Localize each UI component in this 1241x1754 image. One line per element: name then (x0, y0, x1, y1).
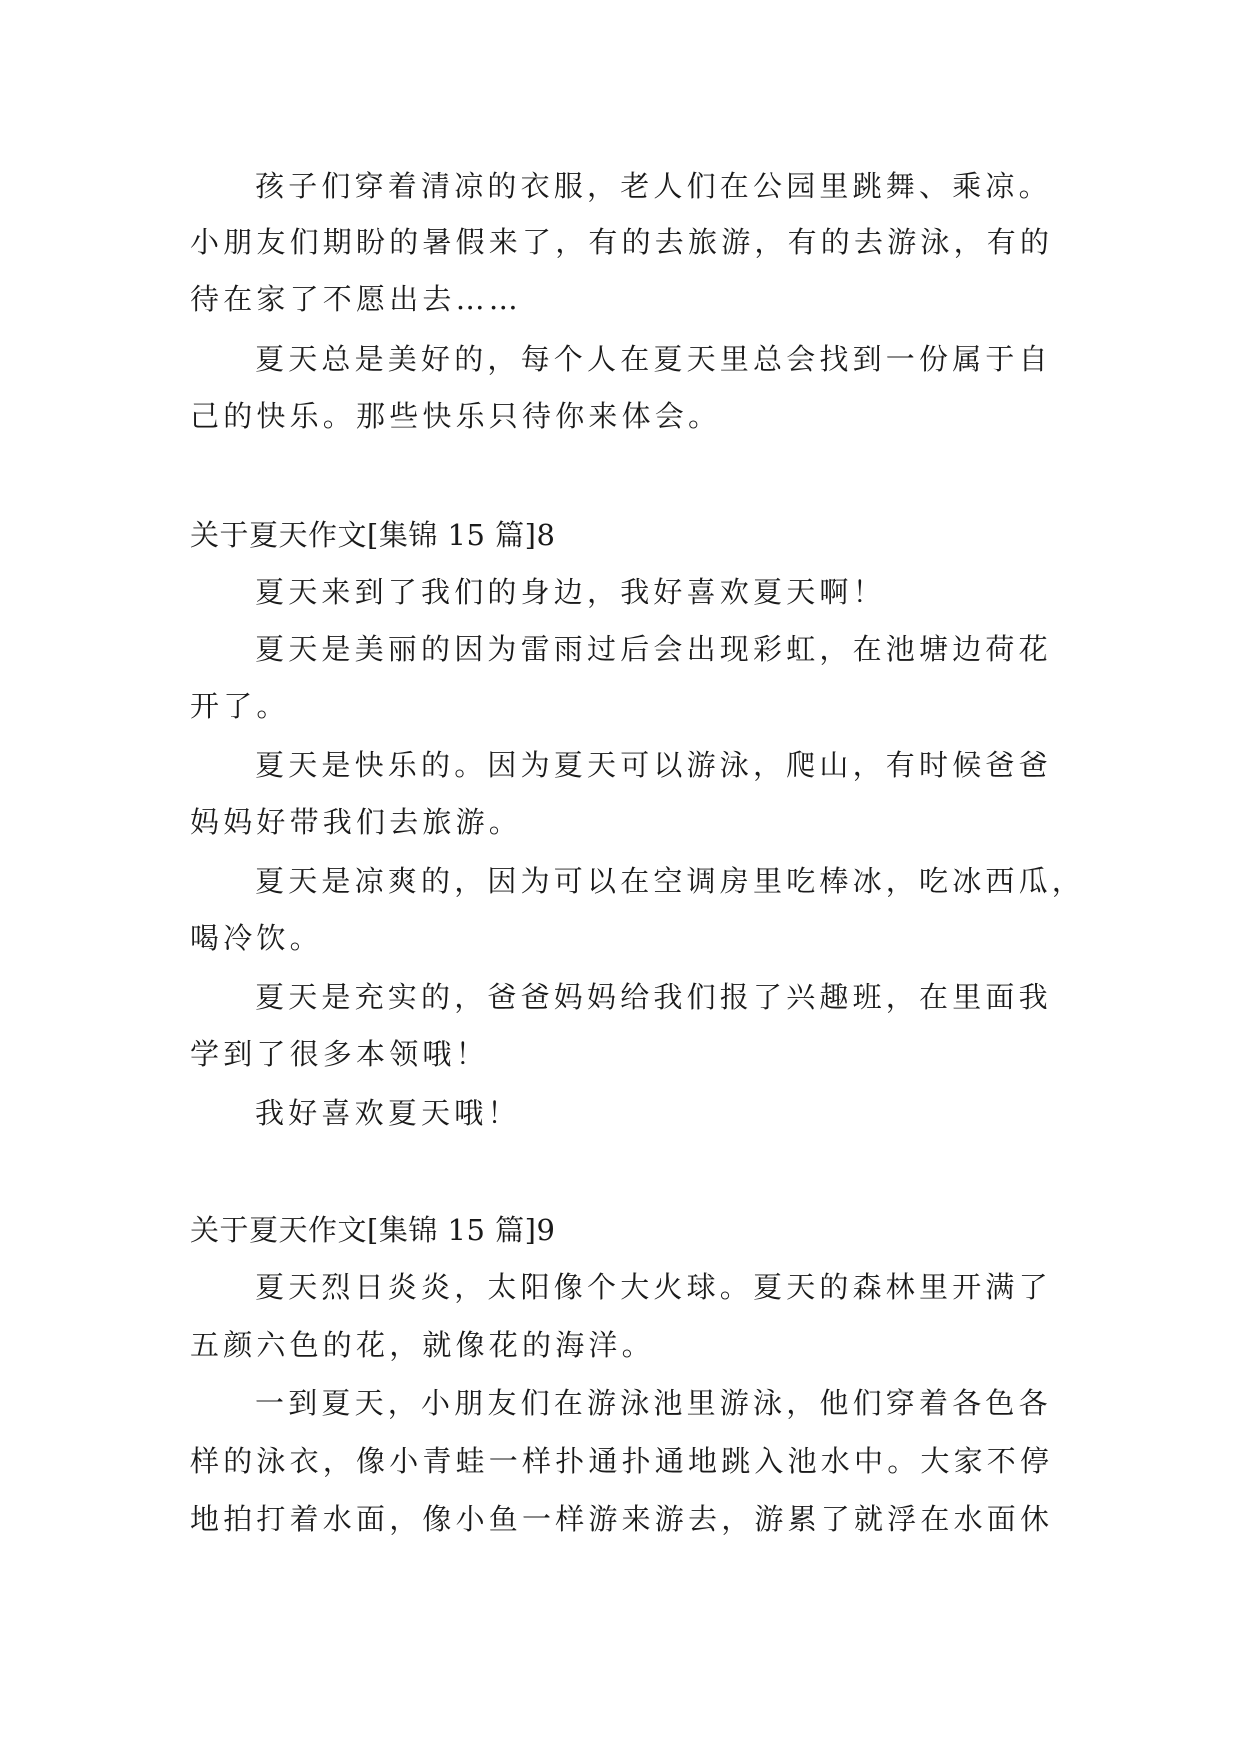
paragraph-line: 夏天是凉爽的，因为可以在空调房里吃棒冰，吃冰西瓜， (255, 864, 1086, 898)
paragraph-line: 我好喜欢夏天哦！ (255, 1096, 521, 1130)
paragraph-line: 夏天烈日炎炎，太阳像个大火球。夏天的森林里开满了 (255, 1270, 1052, 1304)
paragraph-line: 样的泳衣，像小青蛙一样扑通扑通地跳入池水中。大家不停 (190, 1444, 1054, 1478)
section-heading: 关于夏天作文[集锦 15 篇]9 (190, 1213, 556, 1247)
paragraph-line: 夏天是美丽的因为雷雨过后会出现彩虹，在池塘边荷花 (255, 632, 1052, 666)
paragraph-line: 待在家了不愿出去…… (190, 282, 523, 316)
paragraph-line: 夏天是快乐的。因为夏天可以游泳，爬山，有时候爸爸 (255, 748, 1052, 782)
paragraph-line: 开了。 (190, 689, 290, 723)
paragraph-line: 孩子们穿着清凉的衣服，老人们在公园里跳舞、乘凉。 (255, 169, 1052, 203)
section-heading: 关于夏天作文[集锦 15 篇]8 (190, 518, 556, 552)
paragraph-line: 夏天是充实的，爸爸妈妈给我们报了兴趣班，在里面我 (255, 980, 1052, 1014)
paragraph-line: 喝冷饮。 (190, 921, 323, 955)
paragraph-line: 妈妈好带我们去旅游。 (190, 805, 523, 839)
paragraph-line: 五颜六色的花，就像花的海洋。 (190, 1328, 655, 1362)
paragraph-line: 夏天来到了我们的身边，我好喜欢夏天啊！ (255, 575, 886, 609)
paragraph-line: 地拍打着水面，像小鱼一样游来游去，游累了就浮在水面休 (190, 1502, 1054, 1536)
paragraph-line: 夏天总是美好的，每个人在夏天里总会找到一份属于自 (255, 342, 1052, 376)
paragraph-line: 一到夏天，小朋友们在游泳池里游泳，他们穿着各色各 (255, 1386, 1052, 1420)
paragraph-line: 己的快乐。那些快乐只待你来体会。 (190, 399, 722, 433)
paragraph-line: 小朋友们期盼的暑假来了，有的去旅游，有的去游泳，有的 (190, 225, 1054, 259)
paragraph-line: 学到了很多本领哦！ (190, 1037, 489, 1071)
